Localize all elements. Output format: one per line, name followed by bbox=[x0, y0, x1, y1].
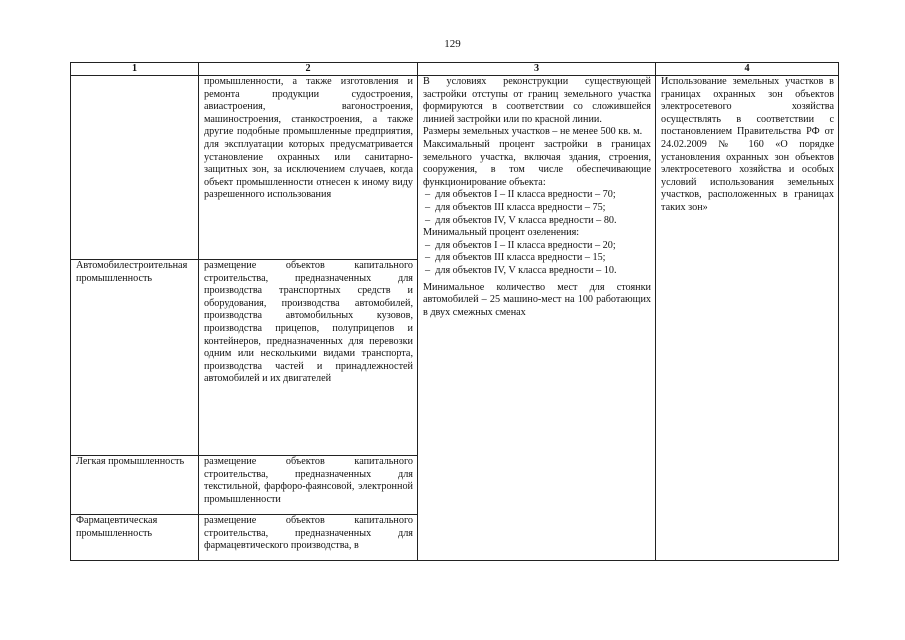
use-description-cell: размещение объектов капитального строительства, предназначенных для производства транспортных средств и оборудования, производства автомобилей, производства автомобильных кузовов, производства прицепов, полуприцепов и контейнеров, предназначенных для перевозки одним или несколькими видами транспорта, производства частей и принадлежностей автомобилей и их двигателей bbox=[199, 260, 418, 456]
use-description-cell: размещение объектов капитального строительства, предназначенных для фармацевтического производства, в bbox=[199, 515, 418, 561]
column-header-2: 2 bbox=[199, 63, 418, 76]
list-item: – для объектов I – II класса вредности – 70; bbox=[425, 189, 616, 201]
use-name-cell: Фармацевтическая промышленность bbox=[71, 515, 199, 561]
table-row bbox=[71, 76, 839, 260]
use-name-cell bbox=[71, 76, 199, 260]
page-number: 129 bbox=[444, 38, 461, 50]
restrictions-cell: Использование земельных участков в границах охранных зон объектов электросетевого хозяйства осуществлять в соответствии с постановлением Правительства РФ от 24.02.2009 № 160 «О порядке установления охранных зон объектов электросетевого хозяйства и особых условий использования земельных участков, расположенных в границах таких зон» bbox=[656, 76, 839, 561]
reconstruction-setback-text: В условиях реконструкции существующей застройки отступы от границ земельного участка формируются в соответствии со сложившейся линией застройки или по красной линии. bbox=[423, 76, 651, 125]
use-name-cell: Автомобилестроительная промышленность bbox=[71, 260, 199, 456]
list-item: – для объектов I – II класса вредности – 20; bbox=[425, 239, 616, 251]
use-name-cell: Легкая промышленность bbox=[71, 456, 199, 515]
column-header-1: 1 bbox=[71, 63, 199, 76]
use-description-cell: размещение объектов капитального строительства, предназначенных для текстильной, фарфоро-фаянсовой, электронной промышленности bbox=[199, 456, 418, 515]
plot-size-text: Размеры земельных участков – не менее 500 кв. м. bbox=[423, 126, 643, 138]
max-building-percent-text: Максимальный процент застройки в границах земельного участка, включая здания, строения, сооружения, в том числе обеспечивающие функционирование объекта: bbox=[423, 138, 651, 188]
list-item: – для объектов IV, V класса вредности – 10. bbox=[425, 264, 617, 276]
column-header-4: 4 bbox=[656, 63, 839, 76]
use-description-cell: промышленности, а также изготовления и ремонта продукции судостроения, авиастроения, вагоностроения, машиностроения, станкостроения, а также другие подобные промышленные предприятия, для эксплуатации которых предусматривается установление охранных или санитарно-защитных зон, за исключением случаев, когда объект промышленности отнесен к иному виду разрешенного использования bbox=[199, 76, 418, 260]
table-header-row bbox=[71, 63, 839, 76]
list-item: – для объектов III класса вредности – 75; bbox=[425, 201, 606, 213]
min-greening-percent-text: Минимальный процент озеленения: bbox=[423, 227, 580, 239]
regulations-table bbox=[70, 62, 839, 561]
list-item: – для объектов III класса вредности – 15; bbox=[425, 252, 606, 264]
parameters-cell bbox=[418, 76, 656, 561]
list-item: – для объектов IV, V класса вредности – 80. bbox=[425, 214, 617, 226]
parking-requirement-text: Минимальное количество мест для стоянки автомобилей – 25 машино-мест на 100 работающих в двух смежных сменах bbox=[423, 281, 651, 318]
column-header-3: 3 bbox=[418, 63, 656, 76]
